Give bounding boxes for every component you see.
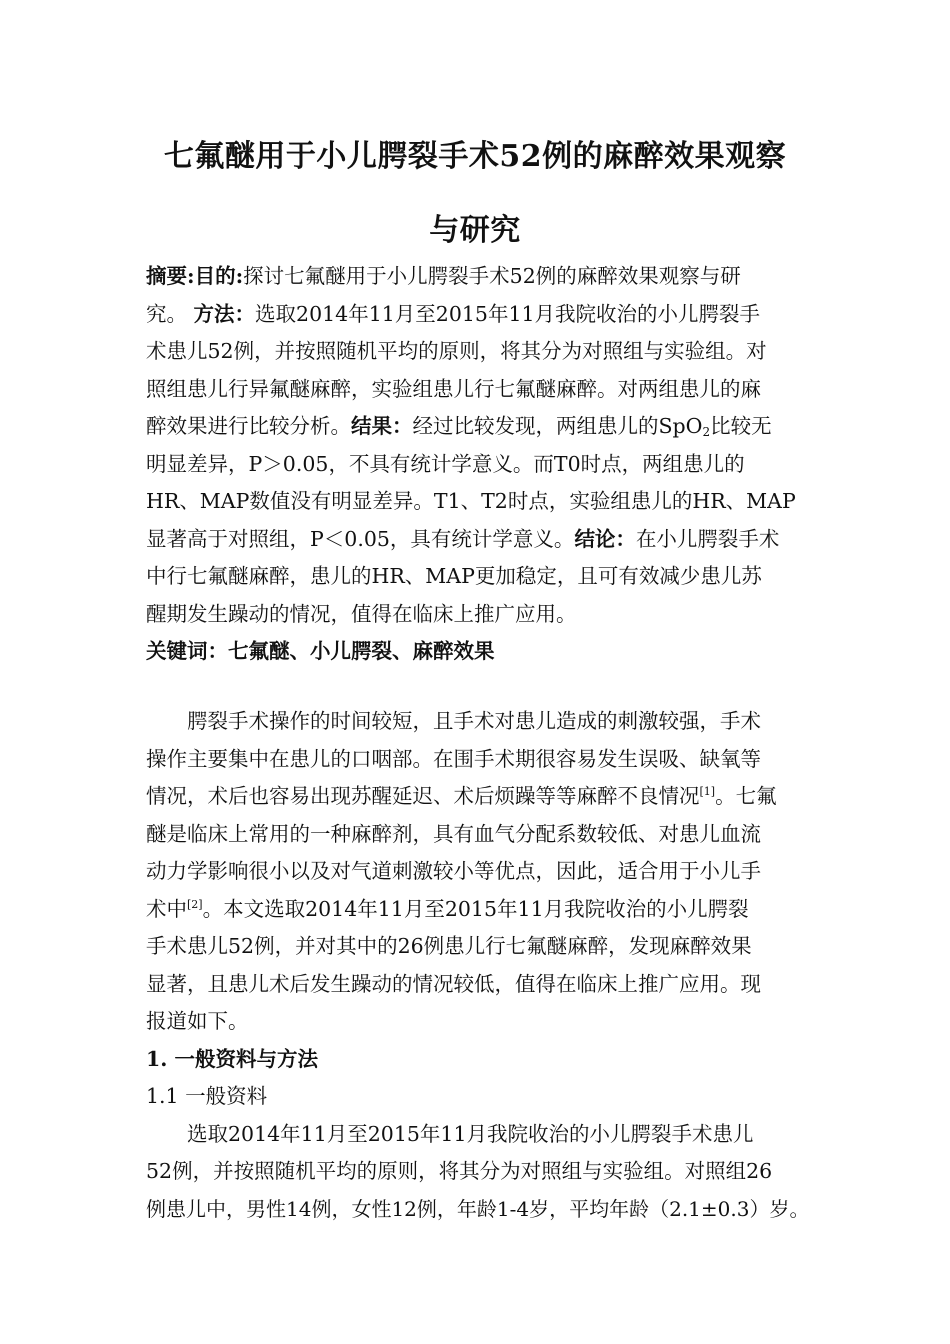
- intro-line: 显著，且患儿术后发生躁动的情况较低，值得在临床上推广应用。现: [146, 971, 761, 996]
- abstract-line: HR、MAP数值没有明显差异。T1、T2时点，实验组患儿的HR、MAP: [146, 489, 796, 513]
- abstract-line: 中行七氟醚麻醉，患儿的HR、MAP更加稳定，且可有效减少患儿苏: [146, 564, 762, 588]
- abstract-line: 究。 方法：选取2014年11月至2015年11月我院收治的小儿腭裂手: [146, 301, 761, 326]
- abstract-line: 摘要:目的:探讨七氟醚用于小儿腭裂手术52例的麻醉效果观察与研: [146, 264, 741, 288]
- paper-title-line-1: 七氟醚用于小儿腭裂手术52例的麻醉效果观察: [163, 139, 787, 174]
- purpose-label: 目的: [194, 264, 236, 288]
- paper-title-line-2: 与研究: [429, 213, 521, 248]
- introduction-paragraph: [146, 703, 814, 1228]
- subsection-heading: 1.1 一般资料: [146, 1084, 268, 1108]
- section-heading: 1. 一般资料与方法: [146, 1046, 319, 1071]
- intro-line: 情况，术后也容易出现苏醒延迟、术后烦躁等等麻醉不良情况[1]。七氟: [146, 784, 777, 808]
- intro-line: 动力学影响很小以及对气道刺激较小等优点，因此，适合用于小儿手: [146, 859, 761, 883]
- general-line: 52例，并按照随机平均的原则，将其分为对照组与实验组。对照组26: [146, 1159, 773, 1183]
- conclusion-label: 结论：: [574, 526, 636, 551]
- method-label: 方法：: [193, 301, 256, 326]
- intro-line: 醚是临床上常用的一种麻醉剂，具有血气分配系数较低、对患儿血流: [146, 821, 761, 846]
- abstract-line: 醒期发生躁动的情况，值得在临床上推广应用。: [146, 601, 577, 626]
- general-line: 选取2014年11月至2015年11月我院收治的小儿腭裂手术患儿: [187, 1121, 754, 1146]
- keywords: 关键词：七氟醚、小儿腭裂、麻醉效果: [146, 639, 495, 663]
- intro-line: 报道如下。: [146, 1009, 249, 1033]
- abstract-line: 显著高于对照组，P＜0.05，具有统计学意义。结论：在小儿腭裂手术: [146, 526, 780, 551]
- abstract-label: 摘要: [146, 264, 187, 288]
- general-line: 例患儿中，男性14例，女性12例，年龄1-4岁，平均年龄（2.1±0.3）岁。: [146, 1196, 810, 1221]
- citation-ref-1: [1]: [699, 785, 716, 798]
- abstract-line: 照组患儿行异氟醚麻醉，实验组患儿行七氟醚麻醉。对两组患儿的麻: [146, 376, 761, 401]
- abstract-line: 术患儿52例，并按照随机平均的原则，将其分为对照组与实验组。对: [146, 339, 767, 363]
- abstract-line: 醉效果进行比较分析。结果：经过比较发现，两组患儿的SpO$_2$比较无: [146, 414, 772, 439]
- abstract-line: 明显差异，P＞0.05，不具有统计学意义。而T0时点，两组患儿的: [146, 451, 745, 476]
- citation-ref-2: [2]: [187, 897, 203, 911]
- intro-line: 术中[2]。本文选取2014年11月至2015年11月我院收治的小儿腭裂: [146, 896, 749, 921]
- result-label: 结果：: [351, 414, 413, 438]
- intro-line: 操作主要集中在患儿的口咽部。在围手术期很容易发生误吸、缺氧等: [146, 746, 761, 771]
- intro-line: 手术患儿52例，并对其中的26例患儿行七氟醚麻醉，发现麻醉效果: [146, 934, 752, 958]
- abstract-section: [146, 258, 814, 671]
- intro-line: 腭裂手术操作的时间较短，且手术对患儿造成的刺激较强，手术: [187, 709, 761, 733]
